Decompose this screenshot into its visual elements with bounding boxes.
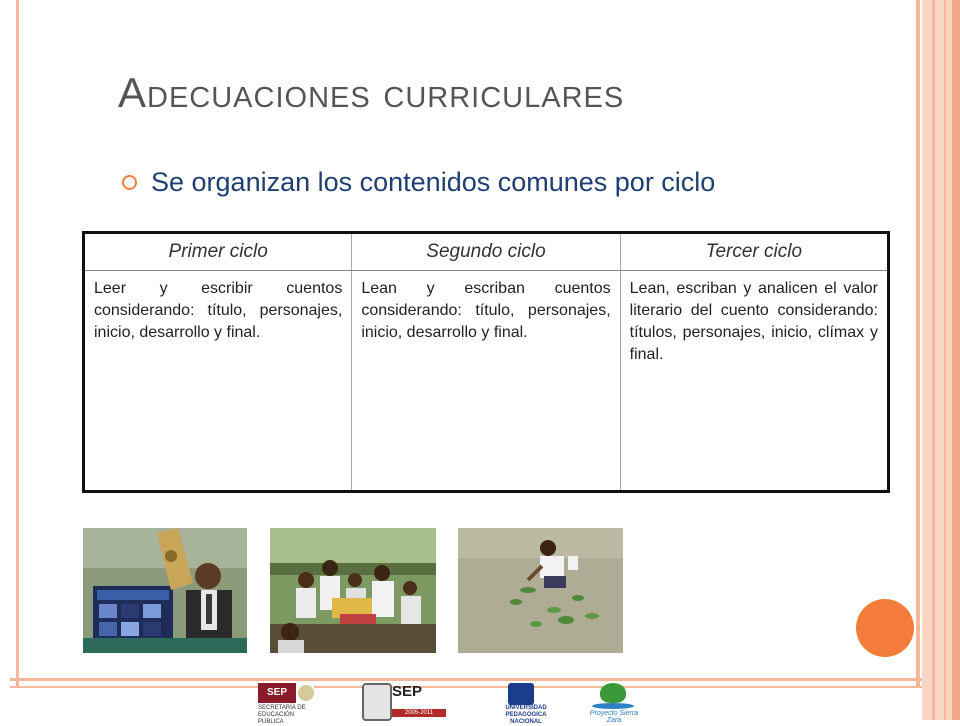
header-tercer-ciclo: Tercer ciclo <box>620 233 888 271</box>
content-table <box>82 231 890 493</box>
photo-student-with-poster <box>83 528 247 653</box>
seal-icon <box>362 683 392 721</box>
sep-logo <box>258 683 314 725</box>
left-frame-line <box>16 0 19 688</box>
sep-seal-years: 2005-2011 <box>392 709 446 717</box>
photo-child-on-ground <box>458 528 623 653</box>
upn-logo <box>500 683 552 725</box>
proyecto-sierra-text: Proyecto Sierra Zara <box>589 710 639 724</box>
wave-icon <box>592 703 634 709</box>
bullet-item <box>122 167 715 198</box>
cell-primer-ciclo: Leer y escribir cuentos considerando: título, personajes, inicio, desarrollo y final. <box>94 280 343 341</box>
orange-circle-decoration <box>856 599 914 657</box>
bottom-rule-secondary <box>10 686 922 688</box>
slide-title: Adecuaciones curriculares <box>118 69 625 116</box>
proyecto-sierra-logo <box>586 683 642 724</box>
right-frame-line <box>916 0 920 688</box>
bottom-rule <box>10 678 922 681</box>
photo-students-group <box>270 528 436 653</box>
eagle-emblem-icon <box>298 685 314 701</box>
tree-icon <box>600 683 626 703</box>
header-primer-ciclo: Primer ciclo <box>84 233 352 271</box>
sep-seal-text: SEP <box>392 683 423 700</box>
right-decorative-strip <box>922 0 960 720</box>
table-header-row <box>84 233 889 271</box>
cell-segundo-ciclo: Lean y escriban cuentos considerando: título, personajes, inicio, desarrollo y final. <box>352 271 620 492</box>
header-segundo-ciclo: Segundo ciclo <box>352 233 620 271</box>
table-row <box>84 271 889 492</box>
upn-mark-icon <box>508 683 534 705</box>
bullet-circle-icon <box>122 175 137 190</box>
sep-logo-subtitle: SECRETARÍA DE EDUCACIÓN PÚBLICA <box>258 705 306 725</box>
upn-logo-subtitle: UNIVERSIDAD PEDAGÓGICA NACIONAL <box>505 705 547 725</box>
sep-logo-box: SEP <box>258 683 296 703</box>
sep-seal-logo <box>362 683 446 720</box>
bullet-text: Se organizan los contenidos comunes por ciclo <box>151 167 716 197</box>
cell-tercer-ciclo: Lean, escriban y analicen el valor literario del cuento considerando: títulos, personajes, inicio, clímax y final. <box>620 271 888 492</box>
